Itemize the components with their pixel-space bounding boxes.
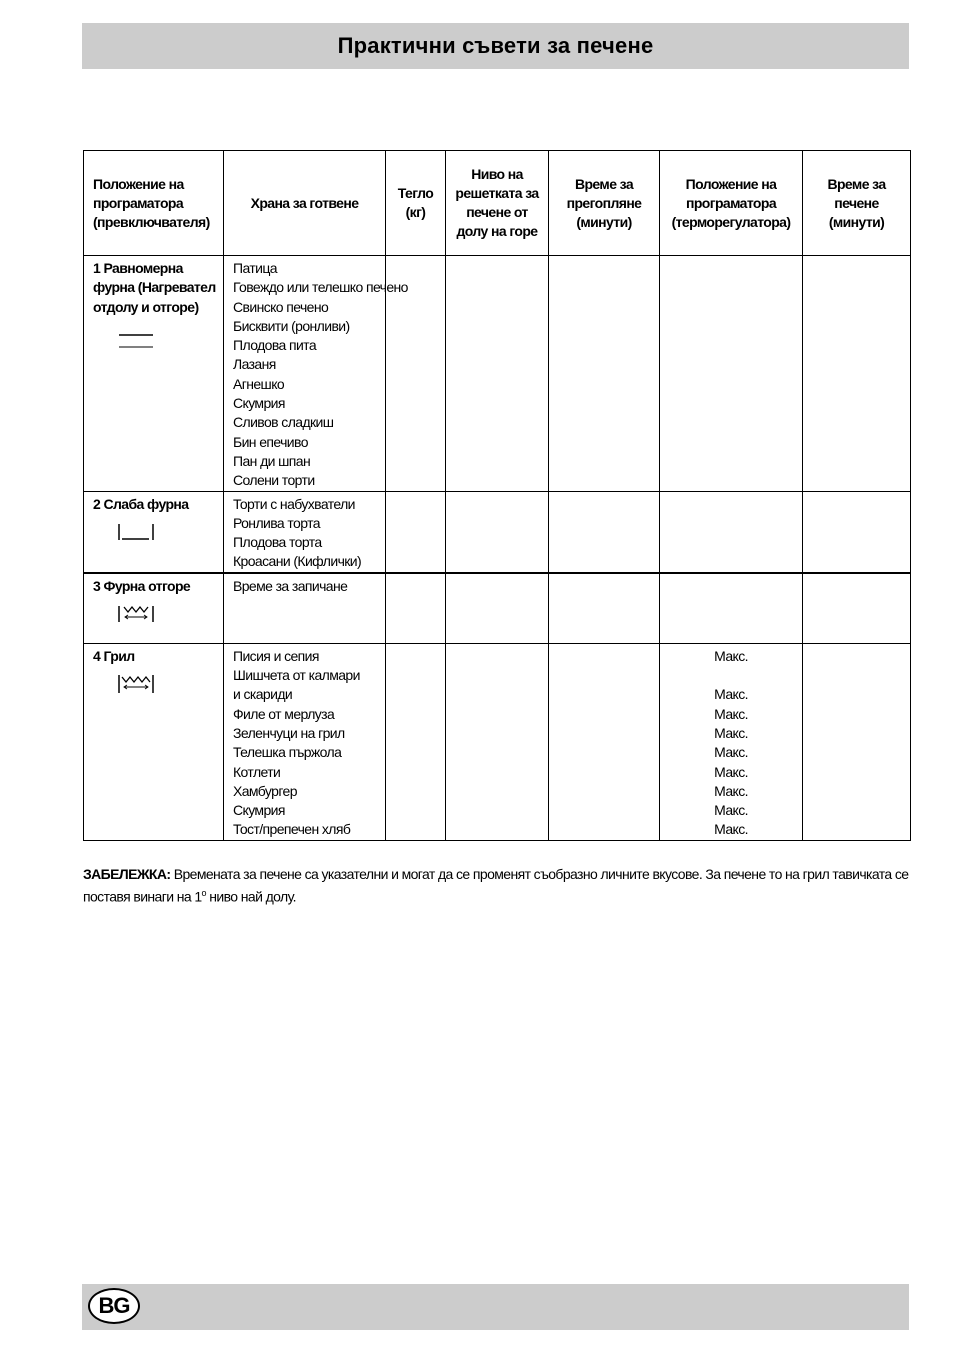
cooking-time-cell [803,256,911,492]
thermostat-value: Макс. [714,647,748,664]
rack-level-cell [446,573,549,644]
food-item: Бисквити (ронливи) [233,317,350,334]
top-heat-icon [115,602,155,626]
note-label: ЗАБЕЛЕЖКА: [83,866,171,882]
thermostat-cell [660,491,803,573]
preheat-cell [549,573,660,644]
bottom-heat-icon [115,520,155,544]
food-item: Скумрия [233,395,285,412]
preheat-cell [549,491,660,573]
food-item: Време за запичане [233,577,348,594]
grill-icon [115,672,155,696]
food-item: Писия и сепия [233,647,319,664]
page-title: Практични съвети за печене [337,33,654,58]
food-item: Плодова торта [233,534,322,551]
rack-level-cell [446,256,549,492]
note [83,865,913,907]
food-item: Говеждо или телешко печено [233,279,408,296]
food-item: Ронлива торта [233,514,320,531]
thermostat-value: Макс. [714,744,748,761]
language-badge: BG [88,1288,140,1324]
thermostat-value: Макс. [714,686,748,703]
title-bar [82,23,909,69]
rack-level-cell [446,643,549,840]
preheat-cell [549,256,660,492]
thermostat-value-empty [664,666,798,685]
top-bottom-heat-icon [115,329,155,353]
food-item: Сливов сладкиш [233,414,334,431]
rack-level-cell [446,491,549,573]
food-cell [224,256,408,492]
food-item: Пан ди шпан [233,452,311,469]
food-cell [224,643,386,840]
program-cell [84,491,224,573]
food-cell [224,573,386,644]
program-cell [84,256,224,492]
food-cell [224,491,386,573]
weight-cell [386,491,446,573]
thermostat-value: Макс. [714,705,748,722]
table-row [84,256,911,492]
food-item: Свинско печено [233,298,329,315]
table-header-row [84,151,911,256]
food-item: Патица [233,260,277,276]
cooking-time-cell [803,643,911,840]
thermostat-cell [660,573,803,644]
program-label: 2 Слаба фурна [93,495,189,512]
food-item: Кроасани (Кифлички) [233,553,362,570]
program-label: 4 Грил [93,647,135,664]
preheat-cell [549,643,660,840]
header-preheat-time: Време за прегопляне (минути) [549,151,660,256]
thermostat-value: Макс. [714,763,748,780]
thermostat-value: Макс. [714,782,748,799]
food-item: Шишчета от калмари [233,667,360,684]
header-thermostat-position: Положение на програматора (терморегулатора) [660,151,803,256]
food-item: Филе от мерлуза [233,705,335,722]
food-item: Бин епечиво [233,433,308,450]
food-item: и скариди [233,686,293,703]
food-item: Агнешко [233,375,285,392]
cooking-time-cell [803,491,911,573]
thermostat-value: Макс. [714,724,748,741]
table-row [84,573,911,644]
weight-cell [386,573,446,644]
food-item: Торти с набухватели [233,495,355,512]
weight-cell [386,643,446,840]
program-label: 1 Равномерна фурна (Нагревател отдолу и отгоре) [93,260,216,315]
thermostat-value: Макс. [714,802,748,819]
table-row [84,643,911,840]
table-row [84,491,911,573]
thermostat-cell [660,256,803,492]
thermostat-value: Макс. [714,821,748,838]
footer-bar [82,1284,909,1330]
header-food: Храна за готвене [224,151,386,256]
food-item: Плодова пита [233,337,317,354]
header-program-position: Положение на програматора (превключвателя) [84,151,224,256]
program-cell [84,573,224,644]
program-cell [84,643,224,840]
note-text: Времената за печене са указателни и могат да се променят съобразно личните вкусове. За печене то на грил тавичката се поставя винаги на 1 [83,866,909,905]
cooking-time-cell [803,573,911,644]
thermostat-cell [660,643,803,840]
food-item: Солени торти [233,472,315,489]
header-cooking-time: Време за печене (минути) [803,151,911,256]
food-item: Зеленчуци на грил [233,724,345,741]
food-item: Скумрия [233,802,285,819]
food-item: Тост/препечен хляб [233,821,351,838]
program-label: 3 Фурна отгоре [93,577,191,594]
food-item: Лазаня [233,356,276,373]
food-item: Телешка пържола [233,744,342,761]
note-text-end: ниво най долу. [205,888,296,905]
food-item: Хамбургер [233,782,297,799]
header-weight: Тегло (кг) [386,151,446,256]
cooking-table [83,150,911,841]
header-rack-level: Ниво на решетката за печене от долу на горе [446,151,549,256]
note-superscript: о [201,888,206,898]
food-item: Котлети [233,763,281,780]
